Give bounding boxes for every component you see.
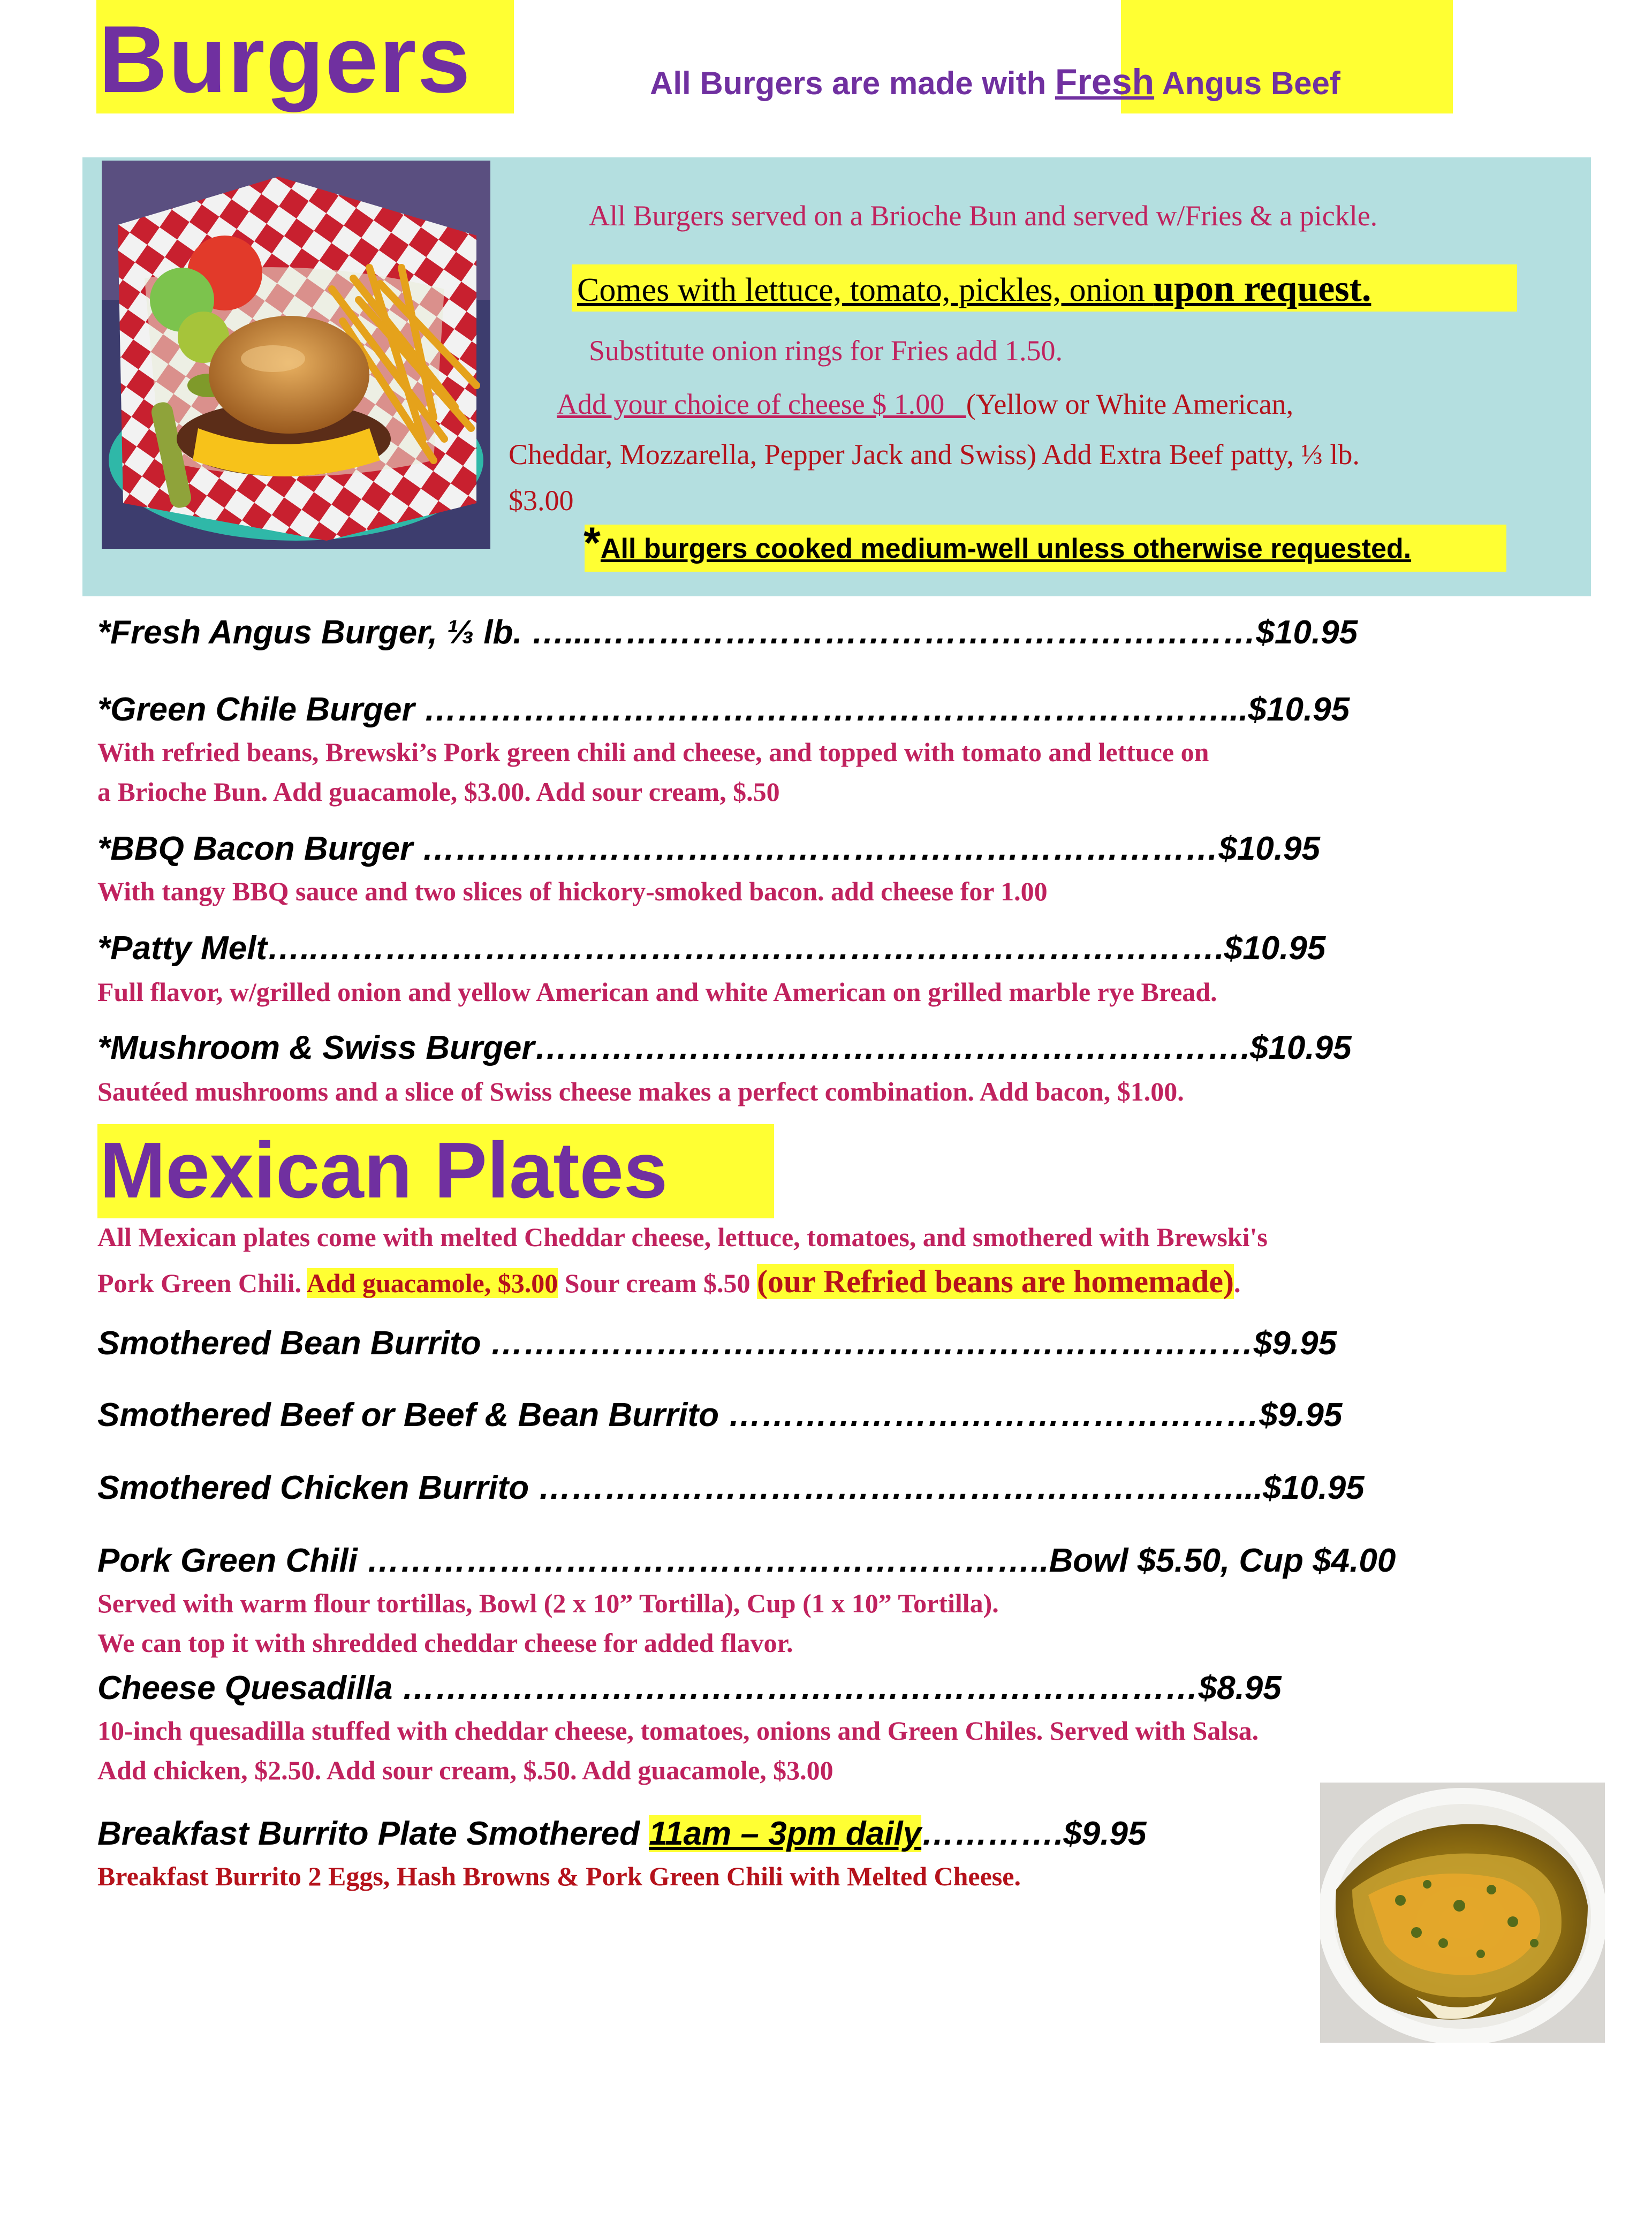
mexican-intro-2a: Pork Green Chili. [97, 1268, 307, 1298]
info-line-4 [557, 388, 1293, 421]
breakfast-hours: 11am – 3pm daily [649, 1815, 922, 1852]
breakfast-name: Breakfast Burrito Plate Smothered [97, 1815, 649, 1852]
menu-item-patty-melt: *Patty Melt…..……………………………………………………………………….$10.95 [97, 930, 1326, 967]
menu-item-fresh-angus-burger: *Fresh Angus Burger, ⅓ lb. …...……………………………………………………$10.95 [97, 614, 1358, 651]
mexican-intro-2b: Add guacamole, $3.00 [306, 1268, 558, 1298]
burgers-title: Burgers [98, 6, 472, 112]
burgers-tagline [650, 61, 1340, 103]
menu-item-desc: With tangy BBQ sauce and two slices of hickory-smoked bacon. add cheese for 1.00 [97, 876, 1048, 906]
info-line-2 [577, 268, 1371, 310]
menu-item-desc: Full flavor, w/grilled onion and yellow American and white American on grilled marble rye Bread. [97, 977, 1217, 1007]
info-line-5: Cheddar, Mozzarella, Pepper Jack and Swiss) Add Extra Beef patty, ⅓ lb. [509, 438, 1360, 471]
info-line-7 [583, 518, 1411, 568]
info-line-4b: (Yellow or White American, [966, 388, 1294, 420]
info-line-3: Substitute onion rings for Fries add 1.50. [589, 335, 1063, 367]
menu-item-cheese-quesadilla: Cheese Quesadilla ………………………………………………………………$8.95 [97, 1670, 1282, 1707]
info-line-2a: Comes with lettuce, tomato, pickles, onion [577, 272, 1154, 308]
info-line-7-star: * [583, 519, 601, 567]
breakfast-price: ………….$9.95 [921, 1815, 1147, 1852]
mexican-intro-2e: . [1233, 1268, 1241, 1298]
menu-item-desc: 10-inch quesadilla stuffed with cheddar cheese, tomatoes, onions and Green Chiles. Served with Salsa. [97, 1716, 1259, 1746]
tagline-suffix: Angus Beef [1154, 65, 1340, 101]
menu-item-desc: We can top it with shredded cheddar cheese for added flavor. [97, 1628, 793, 1658]
menu-item-desc: Sautéed mushrooms and a slice of Swiss cheese makes a perfect combination. Add bacon, $1.00. [97, 1076, 1184, 1106]
menu-item-desc: Add chicken, $2.50. Add sour cream, $.50. Add guacamole, $3.00 [97, 1755, 833, 1785]
mexican-intro-2c: Sour cream $.50 [558, 1268, 757, 1298]
mexican-title: Mexican Plates [100, 1126, 668, 1215]
menu-item-bbq-bacon-burger: *BBQ Bacon Burger ………………………………………………………………$10.95 [97, 830, 1320, 867]
info-line-7-text: All burgers cooked medium-well unless otherwise requested. [600, 533, 1412, 564]
info-line-4a: Add your choice of cheese $ 1.00 [557, 388, 966, 420]
menu-item-pork-green-chili: Pork Green Chili ……………………………………………………..Bowl $5.50, Cup $4.00 [97, 1542, 1396, 1579]
tagline-prefix: All Burgers are made with [650, 65, 1055, 101]
menu-item-smothered-chicken-burrito: Smothered Chicken Burrito ………………………………………………………...$10.95 [97, 1469, 1365, 1506]
menu-item-smothered-beef-burrito: Smothered Beef or Beef & Bean Burrito …………………………………………$9.95 [97, 1397, 1343, 1434]
burgers-title-highlight [96, 0, 514, 113]
menu-item-green-chile-burger: *Green Chile Burger ………………………………………………………………...$10.95 [97, 691, 1350, 728]
mexican-intro-1: All Mexican plates come with melted Cheddar cheese, lettuce, tomatoes, and smothered with Brewski's [97, 1222, 1268, 1252]
smothered-burrito-photo [1320, 1783, 1605, 2043]
info-line-1: All Burgers served on a Brioche Bun and served w/Fries & a pickle. [589, 200, 1378, 232]
mexican-intro-2d: (our Refried beans are homemade) [756, 1264, 1234, 1299]
menu-item-breakfast-burrito [97, 1815, 1146, 1853]
menu-item-desc: Breakfast Burrito 2 Eggs, Hash Browns & Pork Green Chili with Melted Cheese. [97, 1861, 1021, 1891]
tagline-fresh: Fresh [1055, 62, 1155, 102]
info-line-2b: upon request. [1153, 268, 1371, 309]
menu-item-smothered-bean-burrito: Smothered Bean Burrito ……………………………………………………………$9.95 [97, 1325, 1337, 1362]
menu-item-desc: Served with warm flour tortillas, Bowl (2 x 10” Tortilla), Cup (1 x 10” Tortilla). [97, 1588, 999, 1618]
menu-item-desc: With refried beans, Brewski’s Pork green chili and cheese, and topped with tomato and lettuce on [97, 737, 1209, 767]
menu-item-mushroom-swiss-burger: *Mushroom & Swiss Burger………………….…………………………………….$10.95 [97, 1029, 1352, 1066]
mexican-intro-2 [97, 1263, 1240, 1300]
menu-item-desc: a Brioche Bun. Add guacamole, $3.00. Add sour cream, $.50 [97, 777, 780, 807]
burger-basket-photo [102, 161, 490, 549]
info-line-6: $3.00 [509, 484, 574, 517]
mexican-title-highlight [97, 1124, 774, 1218]
